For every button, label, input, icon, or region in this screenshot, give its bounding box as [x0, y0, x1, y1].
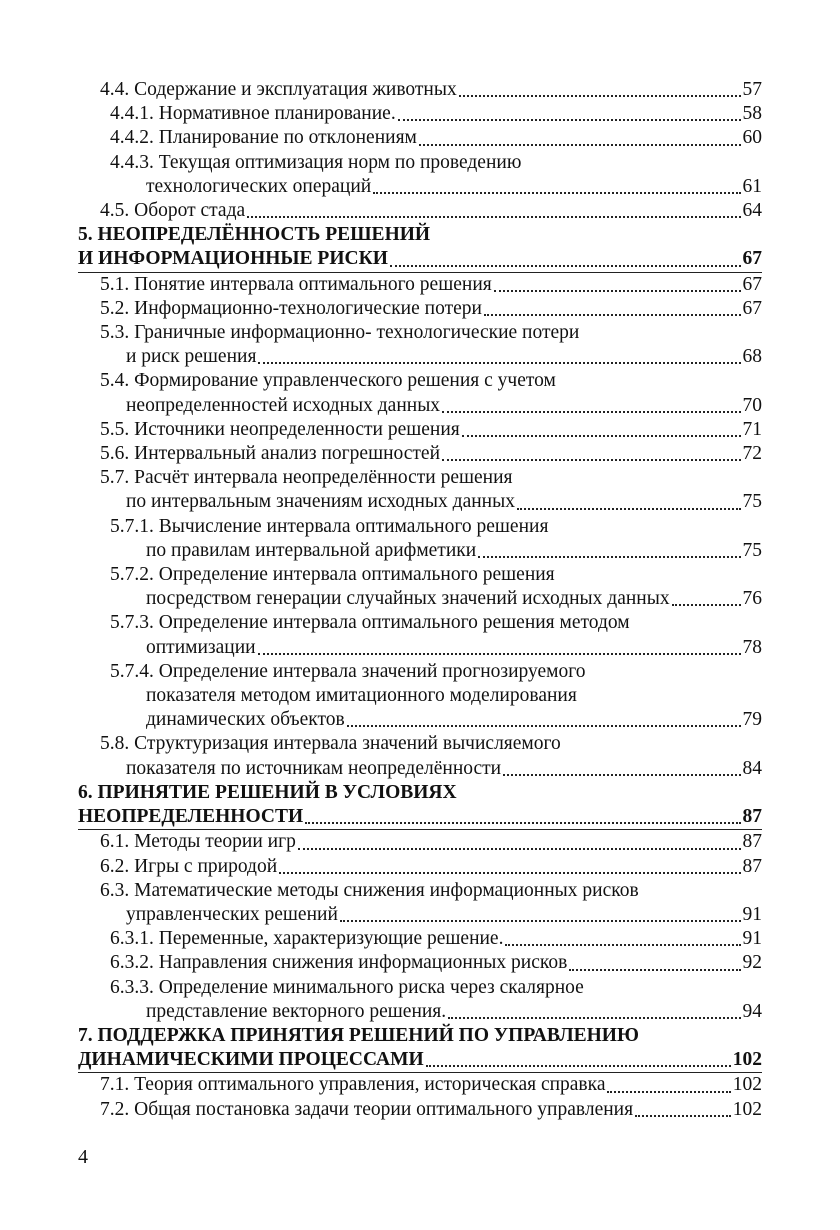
toc-entry-title: оптимизации — [146, 636, 256, 658]
toc-page-number: 67 — [742, 248, 762, 270]
toc-entry-title: технологических операций — [146, 175, 372, 197]
toc-entry-title: 7.2. Общая постановка задачи теории оптимального управления — [100, 1098, 634, 1120]
toc-entry-title: ДИНАМИЧЕСКИМИ ПРОЦЕССАМИ — [78, 1049, 424, 1071]
toc-entry-title: по интервальным значениям исходных данных — [126, 491, 515, 513]
toc-entry[interactable] — [78, 273, 762, 297]
dot-leader — [569, 969, 740, 971]
toc-entry[interactable] — [78, 102, 762, 126]
toc-entry[interactable] — [78, 1073, 762, 1097]
dot-leader — [426, 1065, 731, 1067]
toc-entry-title: посредством генерации случайных значений исходных данных — [146, 588, 670, 610]
dot-leader — [247, 216, 740, 218]
toc-entry-line: 6.3.3. Определение минимального риска через скалярное — [110, 976, 584, 998]
toc-entry-title: 5.6. Интервальный анализ погрешностей — [100, 443, 441, 465]
toc-entry-line: 6. ПРИНЯТИЕ РЕШЕНИЙ В УСЛОВИЯХ — [78, 781, 457, 803]
toc-entry[interactable] — [78, 466, 762, 514]
dot-leader — [298, 848, 741, 850]
toc-entry[interactable] — [78, 976, 762, 1024]
dot-leader — [279, 872, 740, 874]
page-number: 4 — [78, 1146, 88, 1168]
toc-entry[interactable] — [78, 223, 762, 272]
toc-entry-line: 5.7.1. Вычисление интервала оптимального решения — [110, 515, 549, 537]
toc-entry-title: 7.1. Теория оптимального управления, историческая справка — [100, 1074, 606, 1096]
toc-entry-title: 6.3.1. Переменные, характеризующие решение. — [110, 928, 504, 950]
dot-leader — [462, 435, 741, 437]
toc-entry-line: 5. НЕОПРЕДЕЛЁННОСТЬ РЕШЕНИЙ — [78, 224, 431, 246]
dot-leader — [607, 1091, 730, 1093]
toc-entry-line: 7. ПОДДЕРЖКА ПРИНЯТИЯ РЕШЕНИЙ ПО УПРАВЛЕНИЮ — [78, 1024, 639, 1046]
dot-leader — [484, 314, 741, 316]
toc-entry-title: НЕОПРЕДЕЛЕННОСТИ — [78, 806, 304, 828]
toc-entry-title: 4.4.1. Нормативное планирование. — [110, 103, 396, 125]
dot-leader — [517, 508, 741, 510]
toc-entry[interactable] — [78, 781, 762, 830]
toc-entry-title: динамических объектов — [146, 709, 345, 731]
toc-entry-line: 5.4. Формирование управленческого решения с учетом — [100, 370, 556, 392]
toc-entry[interactable] — [78, 830, 762, 854]
toc-entry[interactable] — [78, 951, 762, 975]
toc-entry[interactable] — [78, 879, 762, 927]
toc-page-number: 94 — [742, 1000, 762, 1022]
dot-leader — [505, 944, 740, 946]
toc-page-number: 72 — [742, 443, 762, 465]
toc-page-number: 75 — [742, 539, 762, 561]
toc-entry-title: 6.1. Методы теории игр — [100, 831, 296, 853]
dot-leader — [494, 290, 741, 292]
dot-leader — [305, 822, 740, 824]
toc-page-number: 91 — [742, 903, 762, 925]
toc-entry-line: 5.8. Структуризация интервала значений вычисляемого — [100, 733, 561, 755]
toc-page-number: 87 — [742, 806, 762, 828]
toc-entry-title: 5.5. Источники неопределенности решения — [100, 418, 460, 440]
dot-leader — [448, 1017, 740, 1019]
toc-entry[interactable] — [78, 563, 762, 611]
toc-entry-title: и риск решения — [126, 346, 257, 368]
toc-entry-line: 5.7.2. Определение интервала оптимального решения — [110, 564, 555, 586]
toc-entry-title: управленческих решений — [126, 903, 338, 925]
dot-leader — [419, 144, 741, 146]
toc-entry[interactable] — [78, 855, 762, 879]
toc-entry-line: 5.7. Расчёт интервала неопределённости решения — [100, 467, 513, 489]
dot-leader — [258, 653, 741, 655]
toc-page-number: 102 — [732, 1049, 762, 1071]
toc-entry-line: 6.3. Математические методы снижения информационных рисков — [100, 879, 639, 901]
toc-entry[interactable] — [78, 660, 762, 733]
toc-page-number: 68 — [742, 346, 762, 368]
toc-page-number: 102 — [732, 1074, 762, 1096]
toc-entry-title: 5.1. Понятие интервала оптимального решения — [100, 273, 492, 295]
toc-entry[interactable] — [78, 732, 762, 780]
toc-entry-title: 4.5. Оборот стада — [100, 200, 246, 222]
toc-page-number: 78 — [742, 636, 762, 658]
toc-page-number: 91 — [742, 928, 762, 950]
toc-entry-title: по правилам интервальной арифметики — [146, 539, 477, 561]
toc-page-number: 79 — [742, 709, 762, 731]
toc-entry-title: И ИНФОРМАЦИОННЫЕ РИСКИ — [78, 248, 388, 270]
toc-entry-title: представление векторного решения. — [146, 1000, 447, 1022]
toc-page-number: 87 — [742, 855, 762, 877]
toc-entry-title: 4.4.2. Планирование по отклонениям — [110, 127, 417, 149]
dot-leader — [442, 459, 740, 461]
dot-leader — [340, 920, 741, 922]
toc-entry-line: 5.7.3. Определение интервала оптимального решения методом — [110, 612, 630, 634]
toc-entry[interactable] — [78, 927, 762, 951]
toc-page-number: 92 — [742, 952, 762, 974]
toc-entry[interactable] — [78, 611, 762, 659]
toc-page-number: 71 — [742, 418, 762, 440]
toc-page-number: 64 — [742, 200, 762, 222]
dot-leader — [503, 774, 740, 776]
toc-entry[interactable] — [78, 515, 762, 563]
toc-entry[interactable] — [78, 297, 762, 321]
toc-entry[interactable] — [78, 78, 762, 102]
toc-entry-line: 5.7.4. Определение интервала значений прогнозируемого — [110, 660, 586, 682]
toc-entry[interactable] — [78, 199, 762, 223]
toc-entry-title: 6.2. Игры с природой — [100, 855, 278, 877]
toc-page-number: 102 — [732, 1098, 762, 1120]
toc-page-number: 67 — [742, 297, 762, 319]
toc-entry-title: неопределенностей исходных данных — [126, 394, 441, 416]
toc-entry[interactable] — [78, 126, 762, 150]
toc-entry-title: 5.2. Информационно-технологические потери — [100, 297, 482, 319]
dot-leader — [398, 119, 741, 121]
toc-entry-line: 5.3. Граничные информационно- технологические потери — [100, 322, 580, 344]
toc-entry[interactable] — [78, 418, 762, 442]
toc-page-number: 67 — [742, 273, 762, 295]
dot-leader — [478, 556, 740, 558]
dot-leader — [672, 604, 741, 606]
toc-page-number: 61 — [742, 175, 762, 197]
toc-entry-title: 4.4. Содержание и эксплуатация животных — [100, 79, 457, 100]
toc-page-number: 57 — [742, 79, 762, 100]
toc-entry-title: 6.3.2. Направления снижения информационных рисков — [110, 952, 568, 974]
table-of-contents — [78, 78, 762, 1122]
toc-entry-title: показателя по источникам неопределённости — [126, 757, 502, 779]
toc-page-number: 76 — [742, 588, 762, 610]
dot-leader — [390, 265, 741, 267]
toc-page-number: 75 — [742, 491, 762, 513]
dot-leader — [258, 362, 740, 364]
toc-entry[interactable] — [78, 151, 762, 199]
toc-entry[interactable] — [78, 442, 762, 466]
toc-entry[interactable] — [78, 1024, 762, 1073]
toc-entry[interactable] — [78, 1098, 762, 1122]
toc-entry[interactable] — [78, 321, 762, 369]
dot-leader — [459, 95, 741, 97]
toc-page-number: 70 — [742, 394, 762, 416]
toc-page-number: 87 — [742, 831, 762, 853]
dot-leader — [373, 192, 740, 194]
toc-page-number: 58 — [742, 103, 762, 125]
toc-page-number: 60 — [742, 127, 762, 149]
dot-leader — [635, 1115, 731, 1117]
dot-leader — [442, 411, 740, 413]
toc-page-number: 84 — [742, 757, 762, 779]
toc-entry-line: 4.4.3. Текущая оптимизация норм по проведению — [110, 151, 522, 173]
toc-entry[interactable] — [78, 369, 762, 417]
toc-entry-line: показателя методом имитационного моделирования — [146, 685, 577, 707]
dot-leader — [347, 725, 741, 727]
